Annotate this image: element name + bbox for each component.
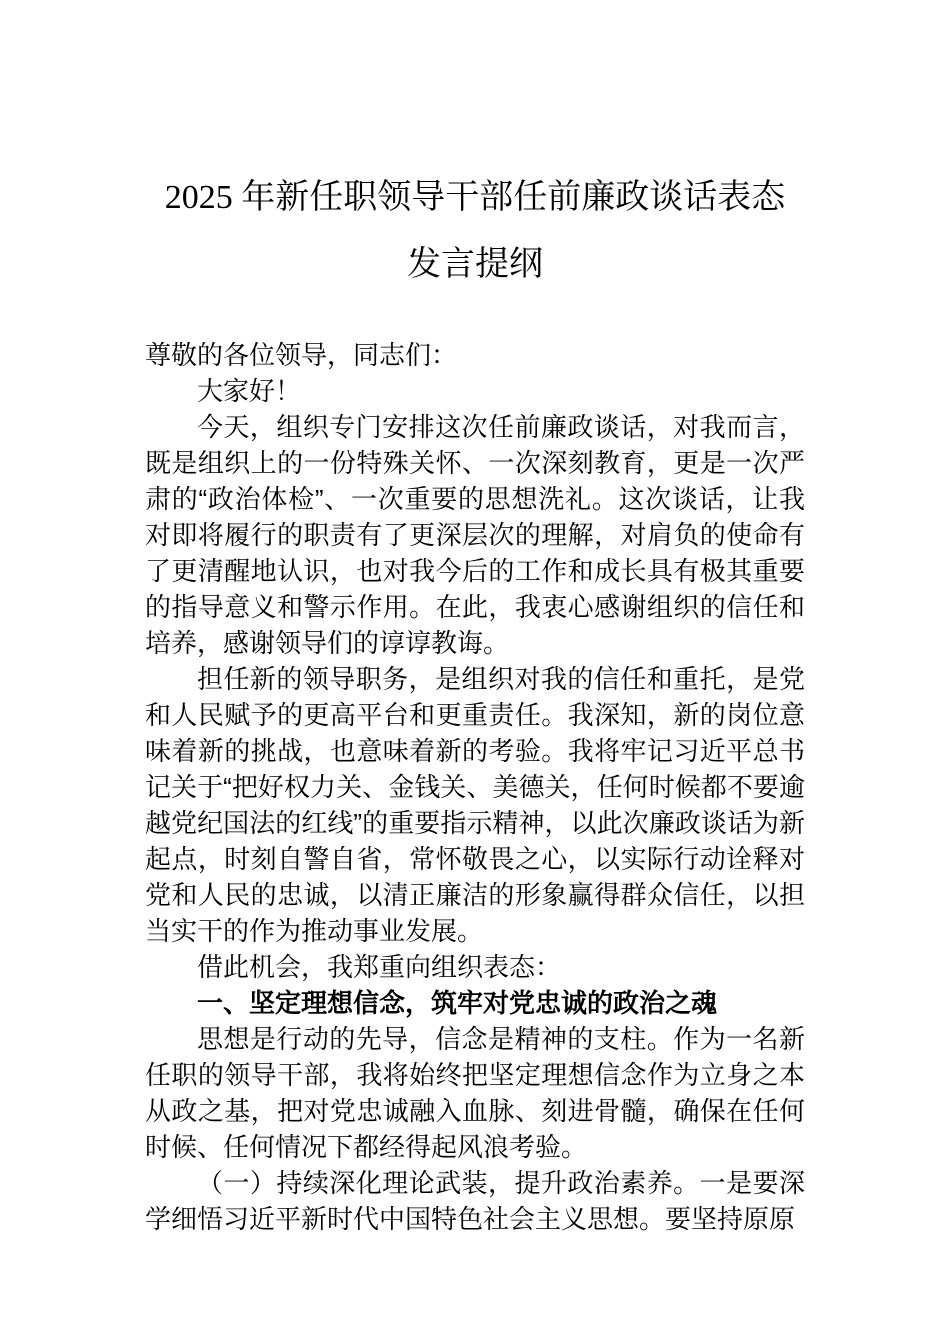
- paragraph: （一）持续深化理论武装，提升政治素养。一是要深学细悟习近平新时代中国特色社会主义思想。要坚持原原: [145, 1168, 805, 1234]
- paragraph: 尊敬的各位领导，同志们：: [145, 340, 458, 370]
- document-title-line-1: 2025 年新任职领导干部任前廉政谈话表态: [164, 179, 786, 216]
- document-title: [0, 0, 950, 298]
- paragraph: 思想是行动的先导，信念是精神的支柱。作为一名新任职的领导干部，我将始终把坚定理想信念作为立身之本从政之基，把对党忠诚融入血脉、刻进骨髓，确保在任何时候、任何情况下都经得起风浪考验。: [145, 1024, 805, 1162]
- document-title-line-2: 发言提纲: [407, 246, 543, 283]
- paragraph: 大家好！: [197, 376, 302, 406]
- document-body: [145, 337, 805, 1237]
- paragraph: 今天，组织专门安排这次任前廉政谈话，对我而言，既是组织上的一份特殊关怀、一次深刻教育，更是一次严肃的“政治体检”、一次重要的思想洗礼。这次谈话，让我对即将履行的职责有了更深层次的理解，对肩负的使命有了更清醒地认识，也对我今后的工作和成长具有极其重要的指导意义和警示作用。在此，我衷心感谢组织的信任和培养，感谢领导们的谆谆教诲。: [145, 412, 805, 658]
- paragraph: 借此机会，我郑重向组织表态：: [197, 952, 562, 982]
- section-heading: 一、坚定理想信念，筑牢对党忠诚的政治之魂: [197, 988, 718, 1018]
- paragraph: 担任新的领导职务，是组织对我的信任和重托，是党和人民赋予的更高平台和更重责任。我深知，新的岗位意味着新的挑战，也意味着新的考验。我将牢记习近平总书记关于“把好权力关、金钱关、美德关，任何时候都不要逾越党纪国法的红线”的重要指示精神，以此次廉政谈话为新起点，时刻自警自省，常怀敬畏之心，以实际行动诠释对党和人民的忠诚，以清正廉洁的形象赢得群众信任，以担当实干的作为推动事业发展。: [145, 664, 805, 946]
